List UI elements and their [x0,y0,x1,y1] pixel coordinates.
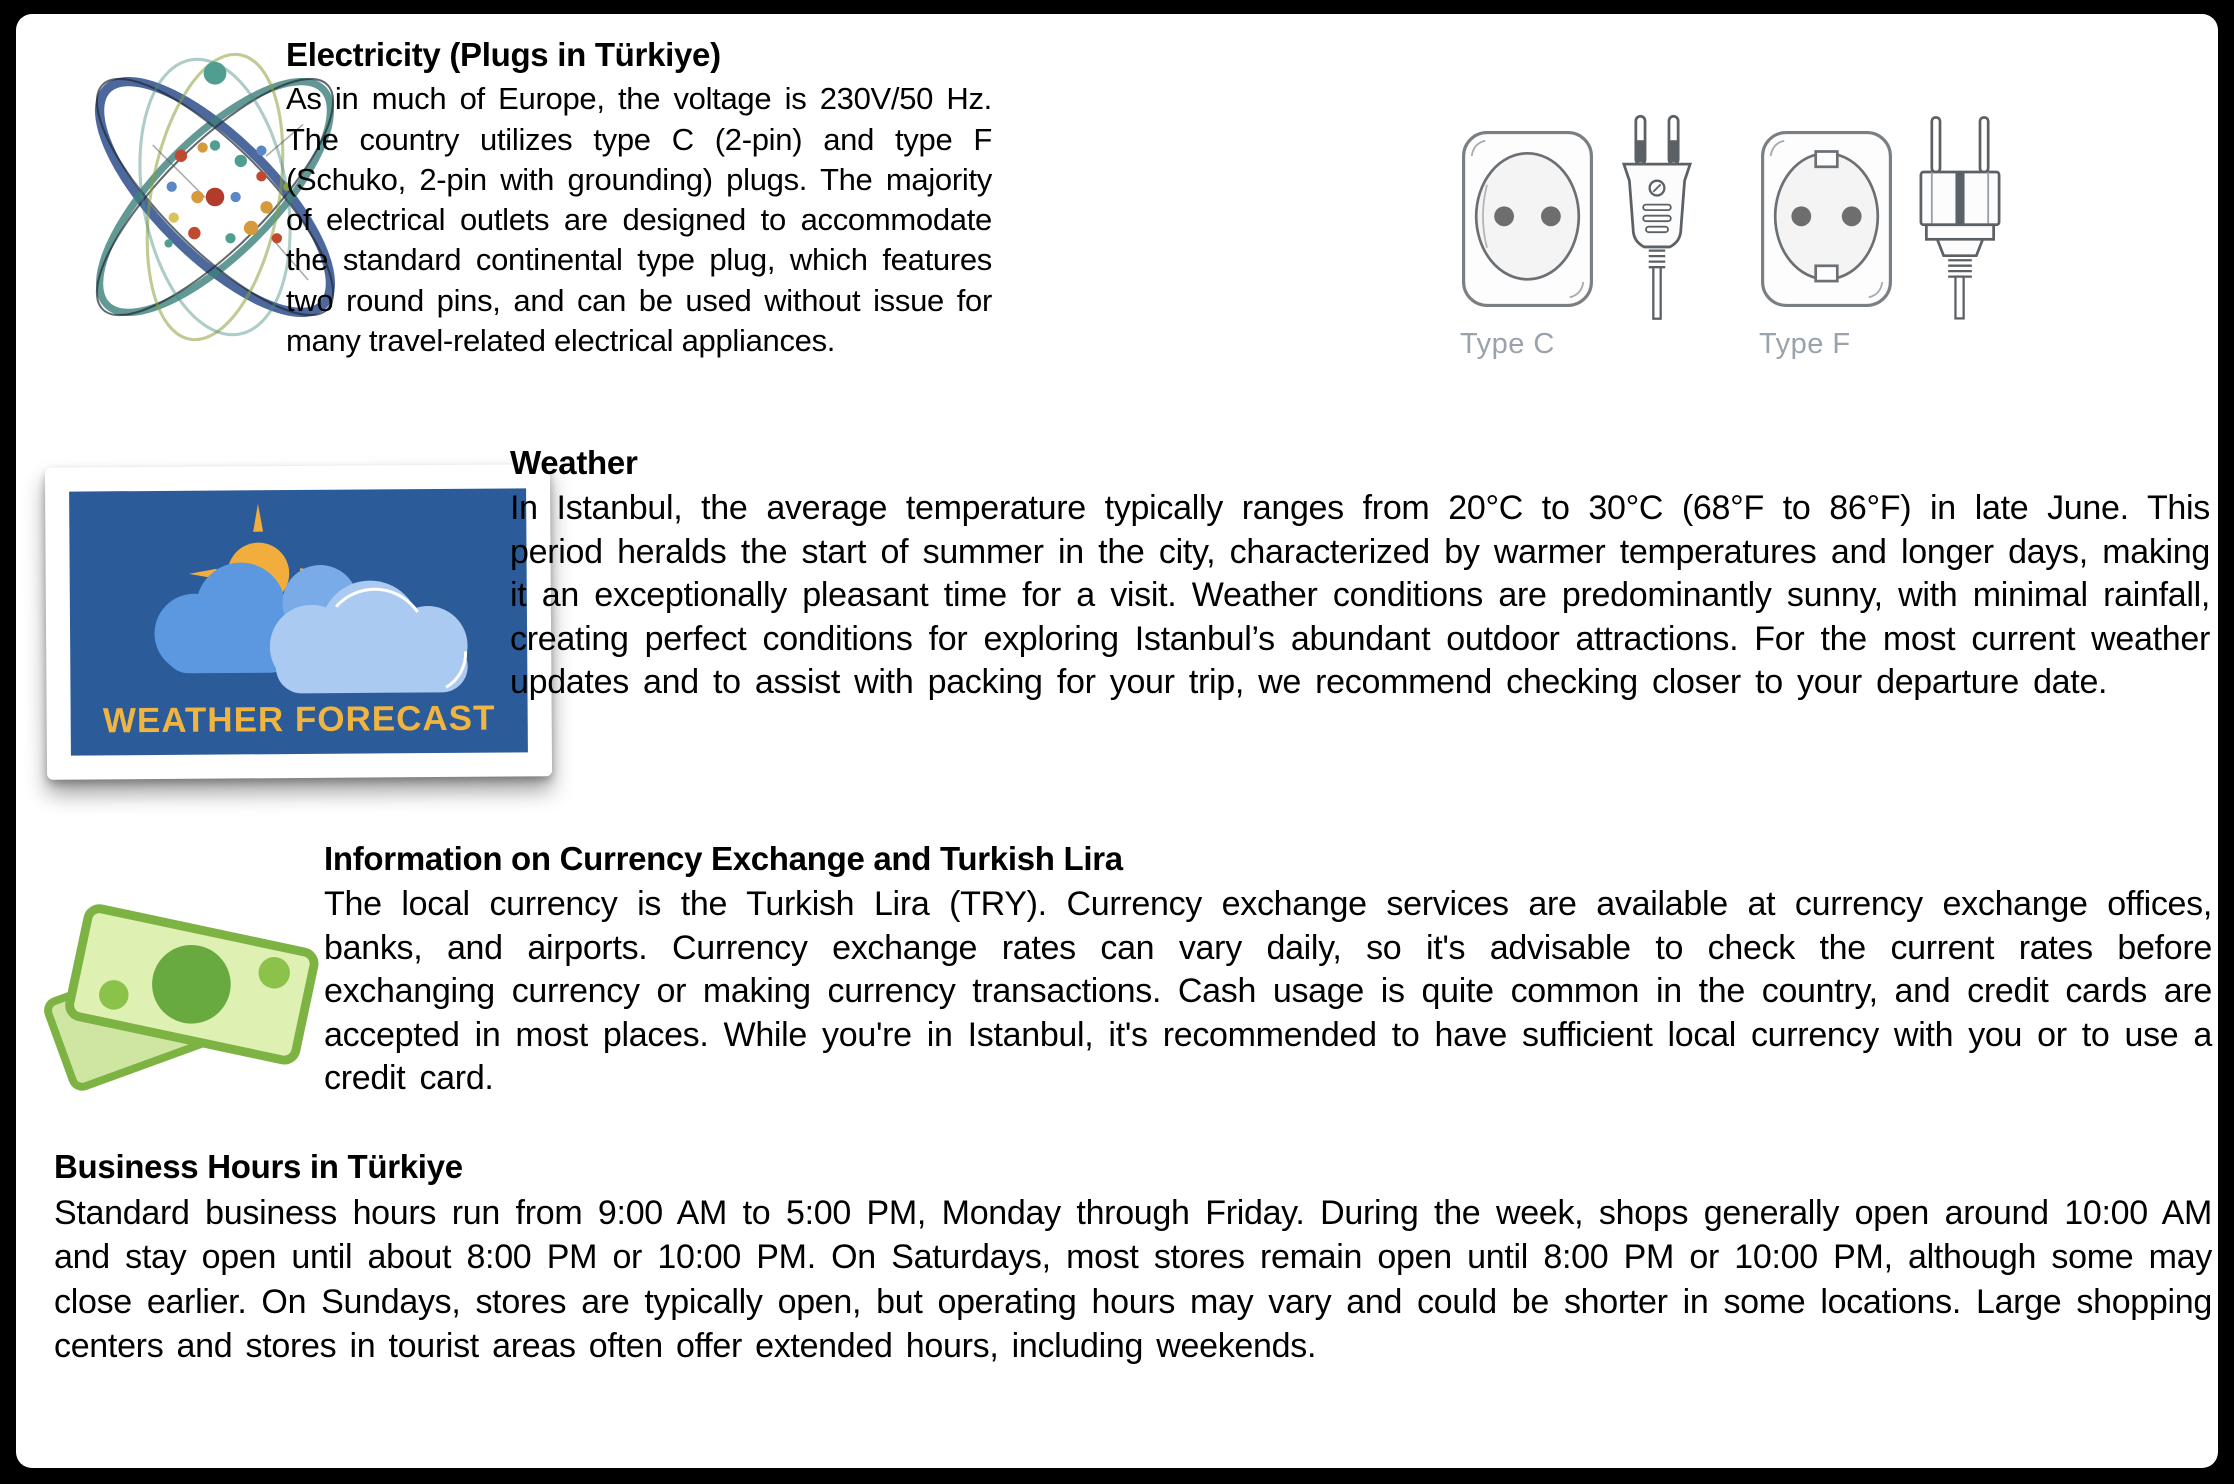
type-f-figure [1759,110,2010,361]
type-c-label: Type C [1460,328,1555,360]
currency-section [324,838,2212,1101]
weather-heading: Weather [510,444,638,481]
weather-card-caption: WEATHER FORECAST [102,698,496,741]
business-hours-section [54,1146,2212,1368]
weather-body-text: In Istanbul, the average temperature typically ranges from 20°C to 30°C (68°F to 86°F) in late June. This period heralds the start of summer in the city, characterized by warmer temperatures and longer days, making it an exceptionally pleasant time for a visit. Weather conditions are predominantly sunny, with minimal rainfall, creating perfect conditions for exploring Istanbul’s abundant outdoor attractions. For the most current weather updates and to assist with packing for your trip, we recommend checking closer to your departure date. [510,489,2210,702]
type-f-socket-icon [1759,110,1894,361]
weather-card-background [69,488,528,755]
sun-and-clouds-icon [69,493,527,701]
weather-forecast-card [45,464,552,780]
document-page [16,14,2218,1468]
weather-section [510,442,2210,705]
cash-banknotes-icon [40,844,325,1096]
electricity-body-text: As in much of Europe, the voltage is 230V/50 Hz. The country utilizes type C (2-pin) and type F (Schuko, 2-pin with grounding) plugs. The majority of electrical outlets are designed to accommodate the standard continental type plug, which features two round pins, and can be used without issue for many travel-related electrical appliances. [286,81,992,359]
plug-types-figure [1460,110,2040,361]
business-hours-body-text: Standard business hours run from 9:00 AM to 5:00 PM, Monday through Friday. During the week, shops generally open around 10:00 AM and stay open until about 8:00 PM or 10:00 PM. On Saturdays, most stores remain open until 8:00 PM or 10:00 PM, although some may close earlier. On Sundays, stores are typically open, but operating hours may vary and could be shorter in some locations. Large shopping centers and stores in tourist areas often offer extended hours, including weekends. [54,1194,2212,1365]
electricity-section [286,34,992,361]
currency-heading: Information on Currency Exchange and Turkish Lira [324,840,1123,877]
electricity-heading: Electricity (Plugs in Türkiye) [286,36,721,73]
currency-body-text: The local currency is the Turkish Lira (TRY). Currency exchange services are available at currency exchange offices, banks, and airports. Currency exchange rates can vary daily, so it's advisable to check the current rates before exchanging currency or making currency transactions. Cash usage is quite common in the country, and credit cards are accepted in most places. While you're in Istanbul, it's recommended to have sufficient local currency with you or to use a credit card. [324,885,2212,1098]
type-c-figure [1460,110,1703,361]
type-f-label: Type F [1759,328,1851,360]
type-f-plug-icon [1910,110,2010,325]
business-hours-heading: Business Hours in Türkiye [54,1148,463,1185]
type-c-plug-icon [1611,110,1703,325]
type-c-socket-icon [1460,110,1595,361]
